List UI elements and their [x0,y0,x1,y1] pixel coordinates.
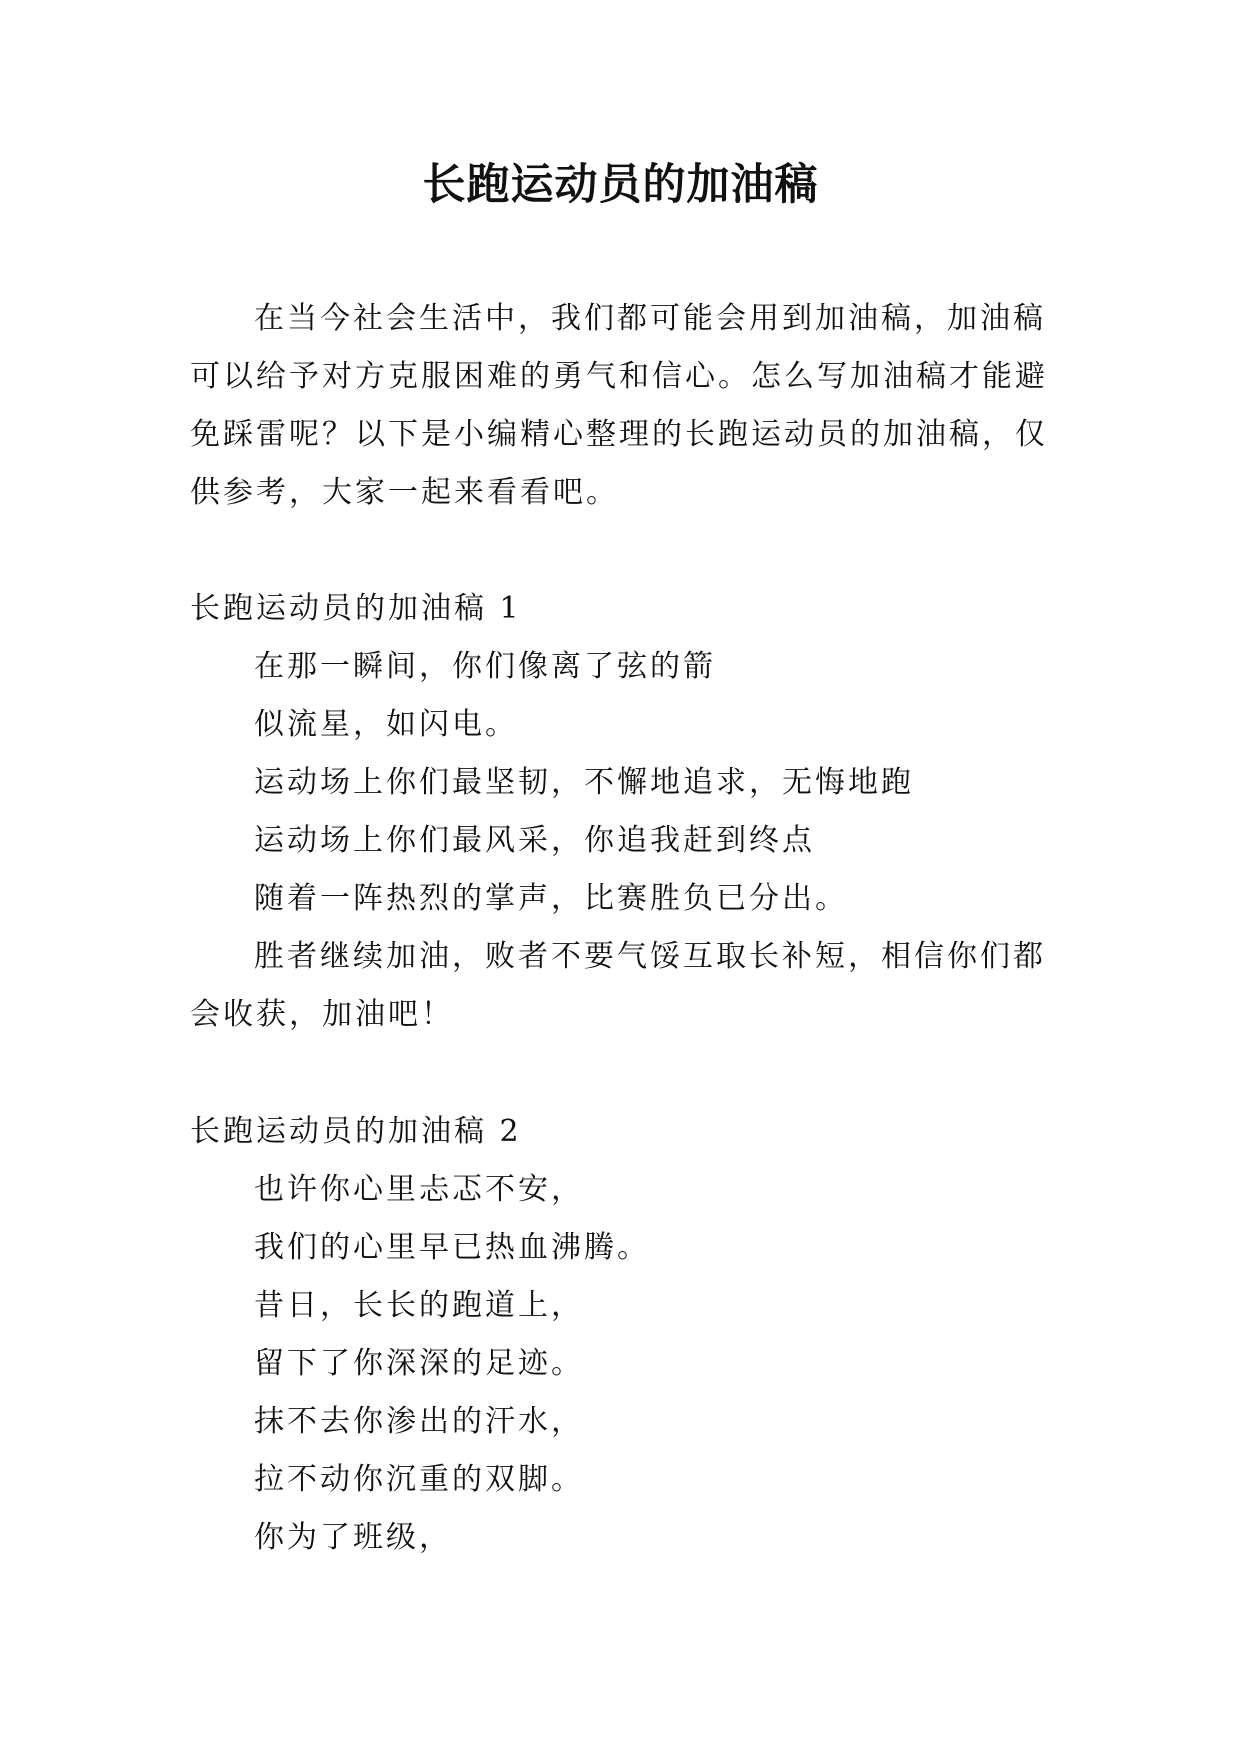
verse-line: 我们的心里早已热血沸腾。 [254,1230,650,1265]
document-title: 长跑运动员的加油稿 [422,160,819,210]
verse-line: 运动场上你们最风采，你追我赶到终点 [254,823,815,858]
intro-paragraph: 在当今社会生活中，我们都可能会用到加油稿，加油稿可以给予对方克服困难的勇气和信心。怎么写加油稿才能避免踩雷呢？以下是小编精心整理的长跑运动员的加油稿，仅供参考，大家一起来看看吧。 [190,301,1048,510]
verse-line: 随着一阵热烈的掌声，比赛胜负已分出。 [254,881,848,916]
verse-line: 拉不动你沉重的双脚。 [254,1462,584,1497]
verse-line: 昔日，长长的跑道上， [254,1288,584,1323]
verse-line: 运动场上你们最坚韧，不懈地追求，无悔地跑 [254,765,914,800]
section-1 [190,580,1052,1044]
section-heading: 长跑运动员的加油稿 1 [190,591,522,626]
section-heading: 长跑运动员的加油稿 2 [190,1114,522,1149]
section-2 [190,1103,1052,1567]
closing-paragraph: 胜者继续加油，败者不要气馁互取长补短，相信你们都会收获，加油吧！ [190,939,1046,1032]
verse-line: 抹不去你渗出的汗水， [254,1404,584,1439]
verse-line: 似流星，如闪电。 [254,707,518,742]
verse-line: 也许你心里忐忑不安， [254,1172,584,1207]
verse-line: 你为了班级， [254,1520,452,1555]
verse-line: 在那一瞬间，你们像离了弦的箭 [254,649,716,684]
verse-line: 留下了你深深的足迹。 [254,1346,584,1381]
